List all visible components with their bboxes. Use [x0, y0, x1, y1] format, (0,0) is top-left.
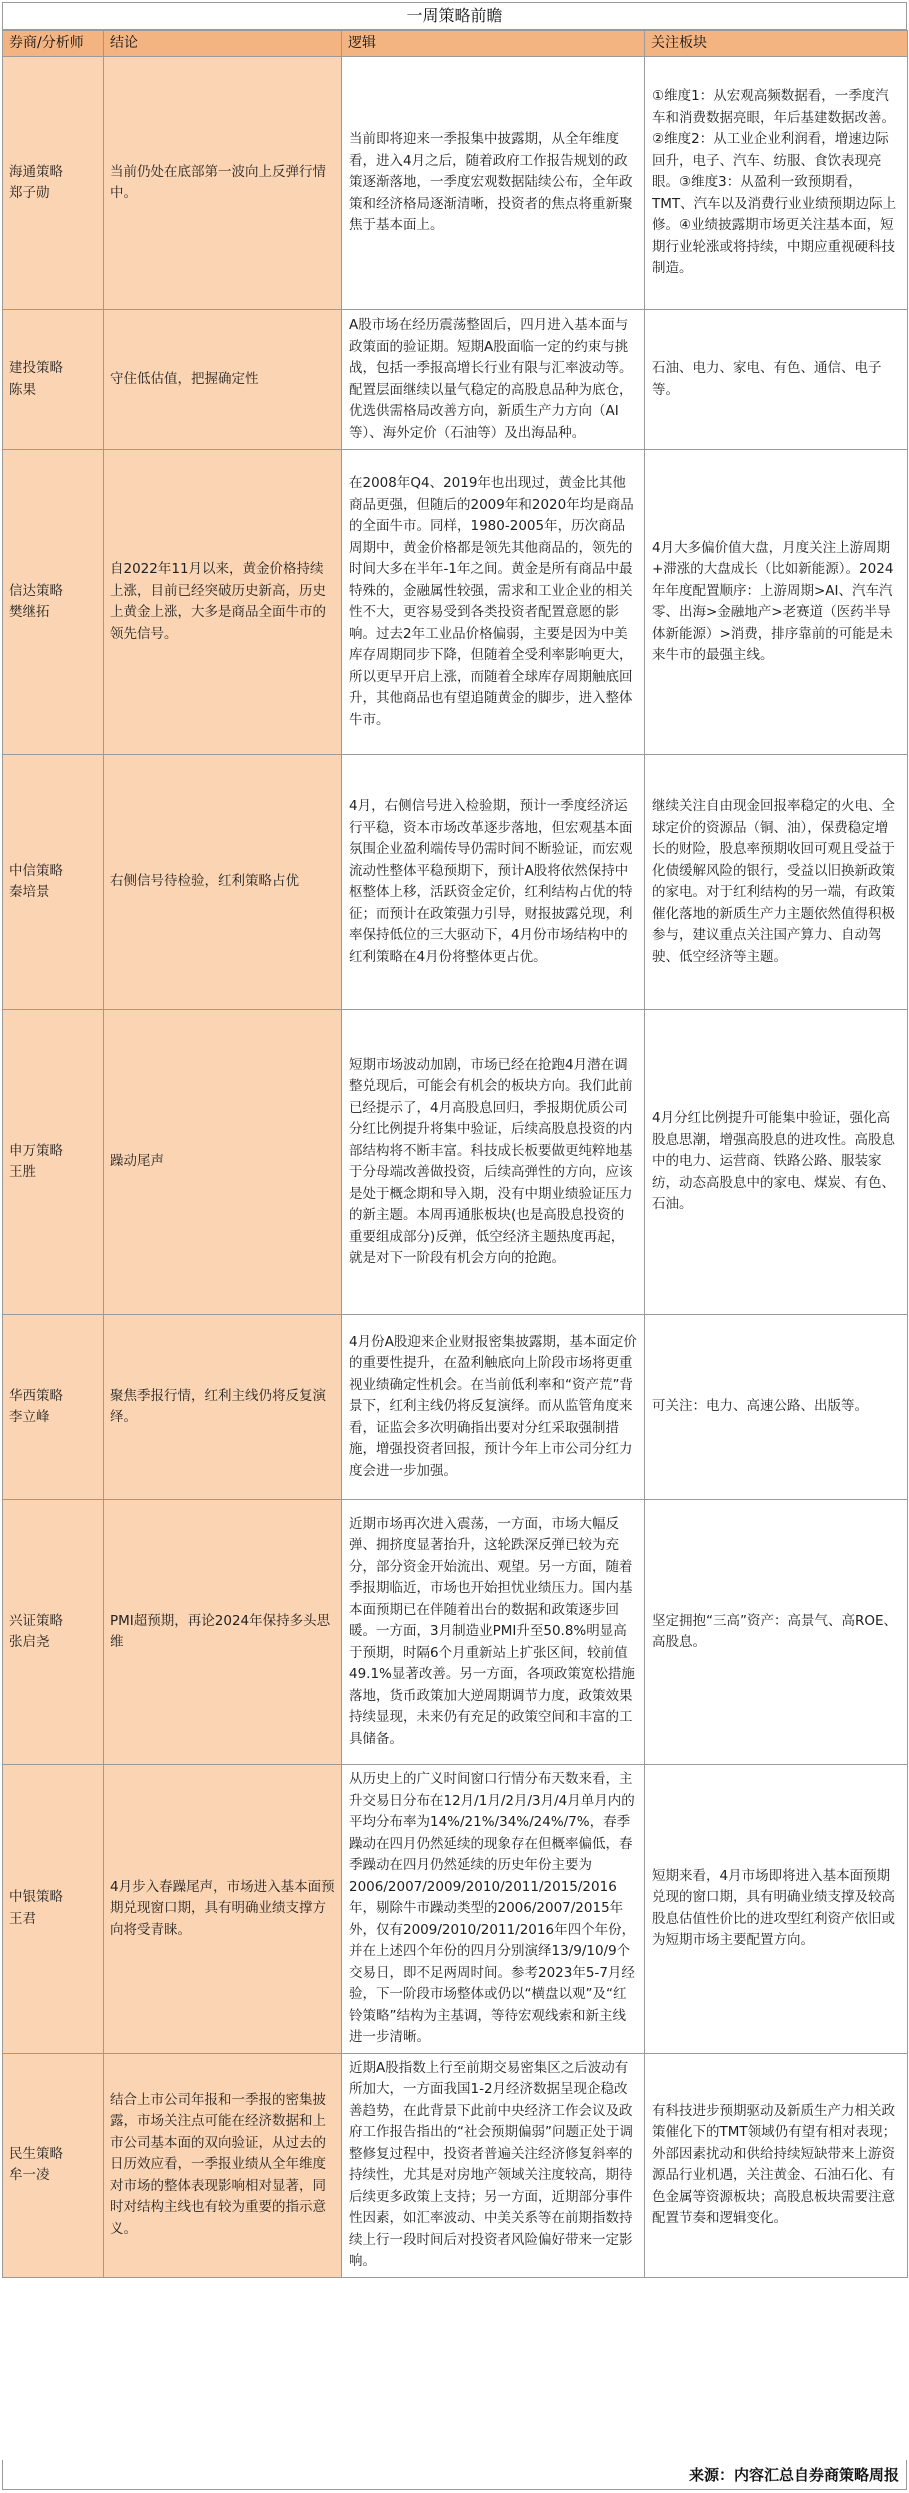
focus-cell: 有科技进步预期驱动及新质生产力相关政策催化下的TMT领域仍有望有相对表现；外部因素扰动和供给持续短缺带来上游资源品行业机遇，关注黄金、石油石化、有色金属等资源板块；高股息板块需要注意配置节奏和逻辑变化。 — [645, 2053, 908, 2277]
analyst-name: 秦培景 — [9, 884, 50, 900]
analyst-cell — [3, 755, 104, 1010]
header-logic: 逻辑 — [342, 31, 645, 57]
logic-cell: 近期A股指数上行至前期交易密集区之后波动有所加大，一方面我国1-2月经济数据呈现企稳改善趋势，在此背景下此前中央经济工作会议及政府工作报告指出的“社会预期偏弱”问题正处于调整修复过程中，投资者普遍关注经济修复斜率的持续性，尤其是对房地产领域关注度较高，期待后续更多政策上支持；另一方面，近期部分事件性因素，如汇率波动、中美关系等在前期指数持续上行一段时间后对投资者风险偏好带来一定影响。 — [342, 2053, 645, 2277]
analyst-name: 王胜 — [9, 1164, 36, 1180]
table-row — [3, 755, 908, 1010]
conclusion-cell: 守住低估值，把握确定性 — [104, 310, 342, 450]
analyst-cell — [3, 450, 104, 755]
table-row — [3, 1010, 908, 1315]
analyst-name: 牟一凌 — [9, 2167, 50, 2183]
focus-cell: 短期来看，4月市场即将进入基本面预期兑现的窗口期，具有明确业绩支撑及较高股息估值性价比的进攻型红利资产依旧或为短期市场主要配置方向。 — [645, 1765, 908, 2054]
analyst-name: 樊继拓 — [9, 604, 50, 620]
firm-name: 兴证策略 — [9, 1612, 63, 1629]
focus-cell: 4月分红比例提升可能集中验证，强化高股息思潮，增强高股息的进攻性。高股息中的电力、运营商、铁路公路、服装家纺，动态高股息中的家电、煤炭、有色、石油。 — [645, 1010, 908, 1315]
analyst-name: 李立峰 — [9, 1409, 50, 1425]
logic-cell: 4月，右侧信号进入检验期，预计一季度经济运行平稳，资本市场改革逐步落地，但宏观基本面氛围企业盈利端传导仍需时间不断验证，而宏观流动性整体平稳预期下，预计A股将依然保持中枢整体上移，活跃资金定价，红利结构占优的特征；而预计在政策强力引导，财报披露兑现，利率保持低位的三大驱动下，4月份市场结构中的红利策略在4月份将整体更占优。 — [342, 755, 645, 1010]
conclusion-cell: PMI超预期，再论2024年保持多头思维 — [104, 1500, 342, 1765]
firm-name: 信达策略 — [9, 582, 63, 599]
focus-cell: 可关注：电力、高速公路、出版等。 — [645, 1315, 908, 1500]
header-analyst: 券商/分析师 — [3, 31, 104, 57]
analyst-cell — [3, 1500, 104, 1765]
conclusion-cell: 4月步入春躁尾声，市场进入基本面预期兑现窗口期，具有明确业绩支撑方向将受青睐。 — [104, 1765, 342, 2054]
analyst-cell — [3, 1315, 104, 1500]
table-row — [3, 1500, 908, 1765]
analyst-name: 陈果 — [9, 381, 36, 398]
analyst-name: 郑子勋 — [9, 185, 50, 201]
conclusion-cell: 自2022年11月以来，黄金价格持续上涨，目前已经突破历史新高，历史上黄金上涨，大多是商品全面牛市的领先信号。 — [104, 450, 342, 755]
logic-cell: 4月份A股迎来企业财报密集披露期，基本面定价的重要性提升，在盈利触底向上阶段市场将更重视业绩确定性机会。在当前低利率和“资产荒”背景下，红利主线仍将反复演绎。而从监管角度来看，证监会多次明确指出要对分红采取强制措施，增强投资者回报，预计今年上市公司分红力度会进一步加强。 — [342, 1315, 645, 1500]
focus-cell: 4月大多偏价值大盘，月度关注上游周期+滞涨的大盘成长（比如新能源）。2024年年度配置顺序：上游周期>AI、汽车汽零、出海>金融地产>老赛道（医药半导体新能源）>消费，排序靠前的可能是未来牛市的最强主线。 — [645, 450, 908, 755]
logic-cell: 当前即将迎来一季报集中披露期，从全年维度看，进入4月之后，随着政府工作报告规划的政策逐渐落地，一季度宏观数据陆续公布，全年政策和经济格局逐渐清晰，投资者的焦点将重新聚焦于基本面上。 — [342, 57, 645, 310]
analyst-cell — [3, 310, 104, 450]
conclusion-cell: 聚焦季报行情，红利主线仍将反复演绎。 — [104, 1315, 342, 1500]
conclusion-cell: 右侧信号待检验，红利策略占优 — [104, 755, 342, 1010]
logic-cell: 近期市场再次进入震荡，一方面，市场大幅反弹、拥挤度显著抬升，这轮跌深反弹已较为充分，部分资金开始流出、观望。另一方面，随着季报期临近，市场也开始担忧业绩压力。国内基本面预期已在伴随着出台的数据和政策逐步回暖。一方面，3月制造业PMI升至50.8%明显高于预期，时隔6个月重新站上扩张区间，较前值49.1%显著改善。另一方面，各项政策宽松措施落地，货币政策加大逆周期调节力度，政策效果持续显现，未来仍有充足的政策空间和丰富的工具储备。 — [342, 1500, 645, 1765]
focus-cell: 继续关注自由现金回报率稳定的火电、全球定价的资源品（铜、油），保费稳定增长的财险，股息率预期收回可观且受益于化债缓解风险的银行，受益以旧换新政策的家电。对于红利结构的另一端，有政策催化落地的新质生产力主题依然值得积极参与，建议重点关注国产算力、自动驾驶、低空经济等主题。 — [645, 755, 908, 1010]
analyst-cell — [3, 1765, 104, 2054]
table-row — [3, 1315, 908, 1500]
table-row — [3, 1765, 908, 2054]
table-row — [3, 310, 908, 450]
sheet-title: 一周策略前瞻 — [2, 2, 907, 30]
conclusion-cell: 结合上市公司年报和一季报的密集披露，市场关注点可能在经济数据和上市公司基本面的双向验证，从过去的日历效应看，一季报业绩从全年维度对市场的整体表现影响相对显著，同时对结构主线也有较为重要的指示意义。 — [104, 2053, 342, 2277]
focus-cell: ①维度1：从宏观高频数据看，一季度汽车和消费数据亮眼，年后基建数据改善。②维度2：从工业企业利润看，增速边际回升，电子、汽车、纺服、食饮表现亮眼。③维度3：从盈利一致预期看，TMT、汽车以及消费行业业绩预期边际上修。④业绩披露期市场更关注基本面，短期行业轮涨或将持续，中期应重视硬科技制造。 — [645, 57, 908, 310]
logic-cell: A股市场在经历震荡整固后，四月进入基本面与政策面的验证期。短期A股面临一定的约束与挑战，包括一季报高增长行业有限与汇率波动等。配置层面继续以量气稳定的高股息品种为底仓，优选供需格局改善方向，新质生产力方向（AI等）、海外定价（石油等）及出海品种。 — [342, 310, 645, 450]
firm-name: 海通策略 — [9, 163, 63, 180]
table-row — [3, 450, 908, 755]
logic-cell: 短期市场波动加剧，市场已经在抢跑4月潜在调整兑现后，可能会有机会的板块方向。我们此前已经提示了，4月高股息回归，季报期优质公司分红比例提升将集中验证，后续高股息投资的内部结构将不断丰富。科技成长板要做更纯粹地基于分母端改善做投资，后续高弹性的方向，应该是处于概念期和导入期，没有中期业绩验证压力的新主题。本周再通胀板块(也是高股息投资的重要组成部分)反弹，低空经济主题热度再起，就是对下一阶段有机会方向的抢跑。 — [342, 1010, 645, 1315]
analyst-name: 张启尧 — [9, 1634, 50, 1650]
firm-name: 华西策略 — [9, 1387, 63, 1404]
focus-cell: 石油、电力、家电、有色、通信、电子等。 — [645, 310, 908, 450]
firm-name: 中信策略 — [9, 862, 63, 879]
analyst-name: 王君 — [9, 1910, 36, 1927]
analyst-cell — [3, 2053, 104, 2277]
table-header-row — [3, 31, 908, 57]
firm-name: 申万策略 — [9, 1142, 63, 1159]
logic-cell: 从历史上的广义时间窗口行情分布天数来看，主升交易日分布在12月/1月/2月/3月/4月单月内的平均分布率为14%/21%/34%/24%/7%，春季躁动在四月仍然延续的现象存在但概率偏低，春季躁动在四月仍然延续的历史年份主要为2006/2007/2009/2010/2011/2015/2016年，剔除牛市躁动类型的2006/2007/2015年外，仅有2009/2010/2011/2016年四个年份，并在上述四个年份的四月分别演绎13/9/10/9个交易日，即不足两周时间。参考2023年5-7月经验，下一阶段市场整体或仍以“横盘以观”及“红铃策略”结构为主基调，等待宏观线索和新主线进一步清晰。 — [342, 1765, 645, 2054]
table-row — [3, 57, 908, 310]
strategy-table — [2, 30, 908, 2278]
source-note: 来源：内容汇总自券商策略周报 — [688, 2466, 899, 2484]
focus-cell: 坚定拥抱“三高”资产：高景气、高ROE、高股息。 — [645, 1500, 908, 1765]
firm-name: 中银策略 — [9, 1889, 63, 1906]
analyst-cell — [3, 1010, 104, 1315]
analyst-cell — [3, 57, 104, 310]
logic-cell: 在2008年Q4、2019年也出现过，黄金比其他商品更强，但随后的2009年和2020年均是商品的全面牛市。同样，1980-2005年，历次商品周期中，黄金价格都是领先其他商品的，领先的时间大多在半年-1年之间。黄金是所有商品中最特殊的，金融属性较强，需求和工业企业的相关性不大，更容易受到各类投资者配置意愿的影响。过去2年工业品价格偏弱，主要是因为中美库存周期同步下降，但随着全受利率影响更大，所以更早开启上涨，而随着全球库存周期触底回升，其他商品也有望追随黄金的脚步，进入整体牛市。 — [342, 450, 645, 755]
firm-name: 民生策略 — [9, 2145, 63, 2162]
table-row — [3, 2053, 908, 2277]
firm-name: 建投策略 — [9, 360, 63, 376]
conclusion-cell: 当前仍处在底部第一波向上反弹行情中。 — [104, 57, 342, 310]
header-conclusion: 结论 — [104, 31, 342, 57]
header-focus: 关注板块 — [645, 31, 908, 57]
conclusion-cell: 躁动尾声 — [104, 1010, 342, 1315]
